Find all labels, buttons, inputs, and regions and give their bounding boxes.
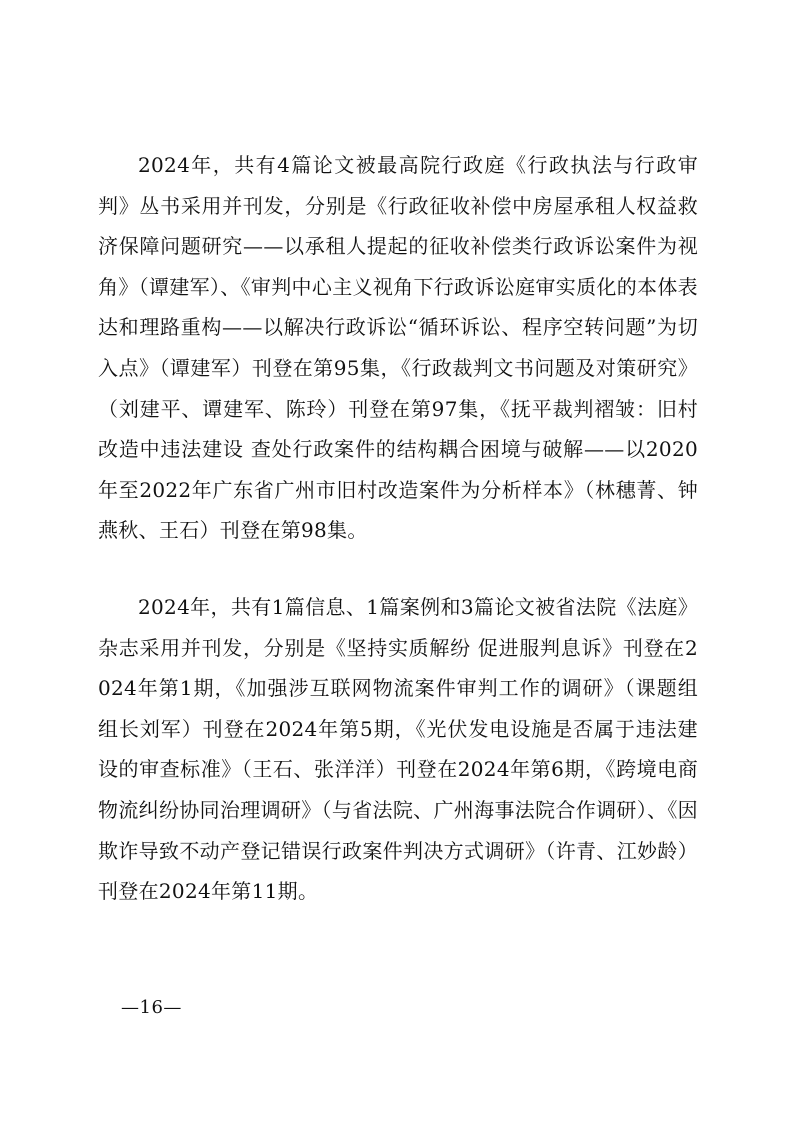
- paragraph-2: 2024年，共有1篇信息、1篇案例和3篇论文被省法院《法庭》杂志采用并刊发，分别是《坚持实质解纷 促进服判息诉》刊登在2024年第1期，《加强涉互联网物流案件审判工作的调研》（课题组组长刘军）刊登在2024年第5期，《光伏发电设施是否属于违法建设的审查标准》（王石、张洋洋）刊登在2024年第6期，《跨境电商物流纠纷协同治理调研》（与省法院、广州海事法院合作调研）、《因欺诈导致不动产登记错误行政案件判决方式调研》（许青、江妙龄）刊登在2024年第11期。: [98, 595, 698, 904]
- page-number: —16—: [121, 997, 182, 1018]
- paragraph-1: 2024年，共有4篇论文被最高院行政庭《行政执法与行政审判》丛书采用并刊发，分别是《行政征收补偿中房屋承租人权益救济保障问题研究——以承租人提起的征收补偿类行政诉讼案件为视角》（谭建军）、《审判中心主义视角下行政诉讼庭审实质化的本体表达和理路重构——以解决行政诉讼“循环诉讼、程序空转问题”为切入点》（谭建军）刊登在第95集，《行政裁判文书问题及对策研究》（刘建平、谭建军、陈玲）刊登在第97集，《抚平裁判褶皱：旧村改造中违法建设 查处行政案件的结构耦合困境与破解——以2020年至2022年广东省广州市旧村改造案件为分析样本》（林穗菁、钟燕秋、王石）刊登在第98集。: [98, 153, 698, 543]
